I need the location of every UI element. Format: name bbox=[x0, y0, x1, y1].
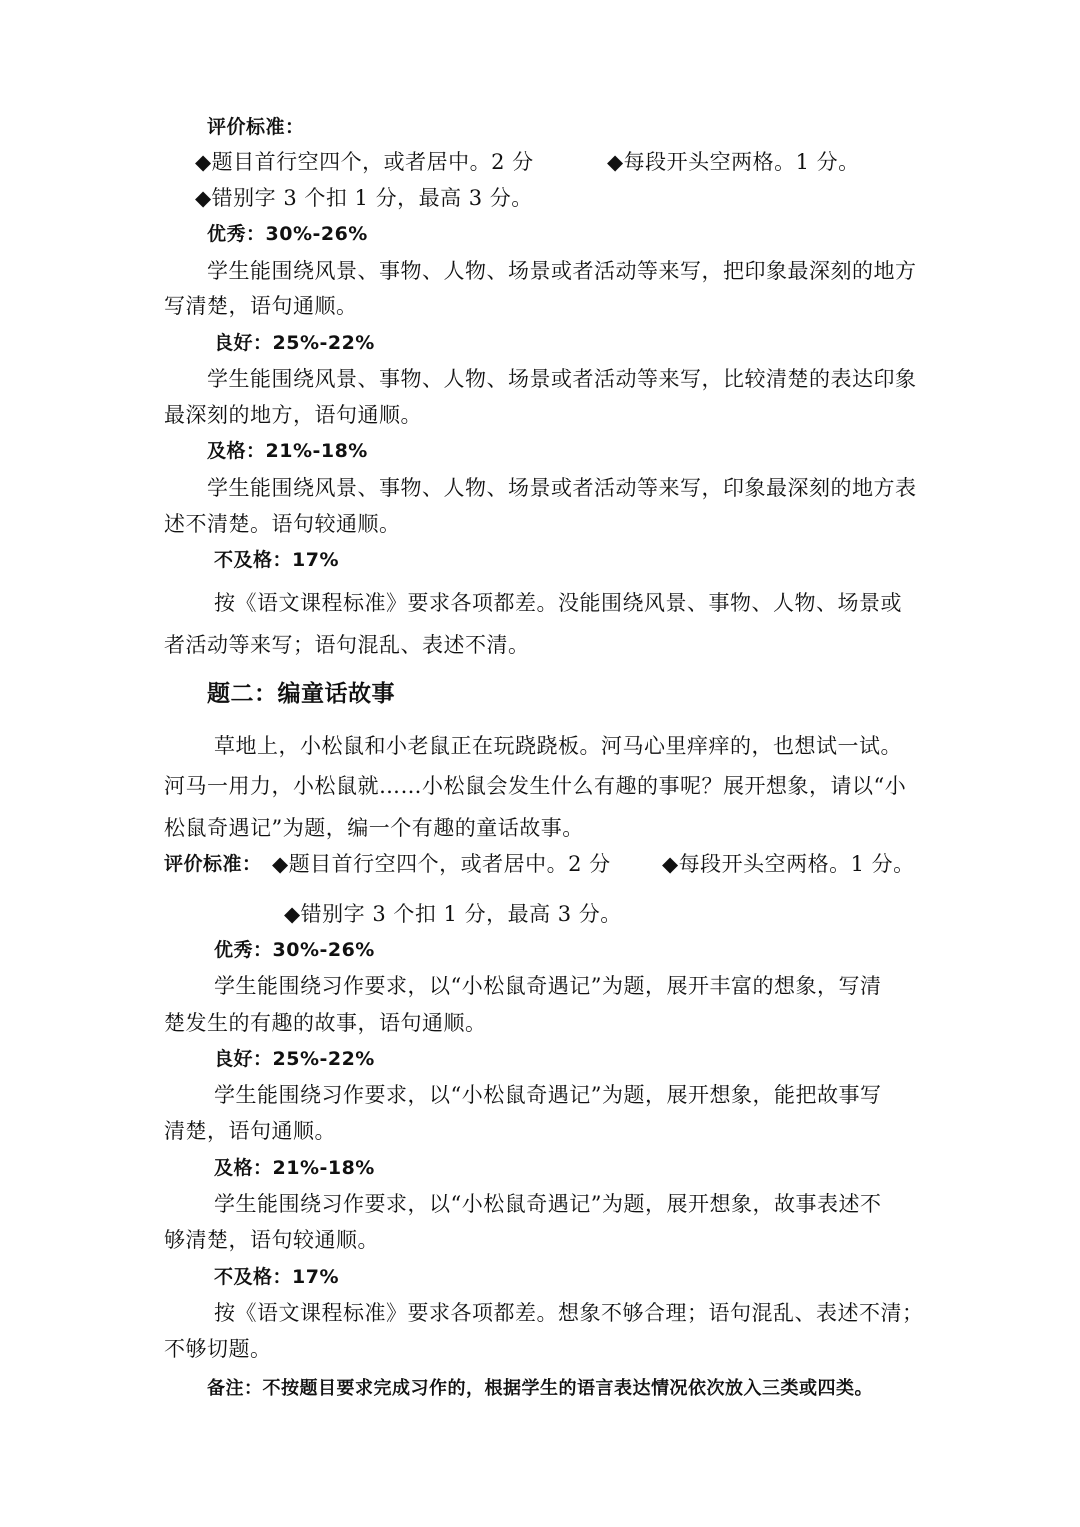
grade-pass-text: 述不清楚。语句较通顺。 bbox=[164, 512, 401, 536]
criteria-label: 评价标准： bbox=[207, 116, 305, 138]
rule-title-format: ◆题目首行空四个，或者居中。2 分 bbox=[195, 150, 534, 174]
grade-fail-text: 按《语文课程标准》要求各项都差。想象不够合理；语句混乱、表述不清； bbox=[214, 1301, 924, 1325]
rule-paragraph-indent: ◆每段开头空两格。1 分。 bbox=[662, 852, 915, 876]
criteria-label: 评价标准： bbox=[164, 853, 262, 875]
rule-title-format: ◆题目首行空四个，或者居中。2 分 bbox=[272, 852, 611, 876]
grade-good-label: 良好：25%-22% bbox=[214, 332, 375, 354]
grade-good-text: 清楚，语句通顺。 bbox=[164, 1119, 336, 1143]
grade-fail-text: 按《语文课程标准》要求各项都差。没能围绕风景、事物、人物、场景或 bbox=[214, 591, 902, 615]
grade-pass-label: 及格：21%-18% bbox=[207, 440, 368, 462]
rule-typos: ◆错别字 3 个扣 1 分，最高 3 分。 bbox=[195, 186, 533, 210]
grade-pass-text: 学生能围绕风景、事物、人物、场景或者活动等来写，印象最深刻的地方表 bbox=[207, 476, 917, 500]
grade-good-label: 良好：25%-22% bbox=[214, 1048, 375, 1070]
grade-excellent-label: 优秀：30%-26% bbox=[214, 939, 375, 961]
grade-fail-label: 不及格：17% bbox=[214, 549, 339, 571]
grade-good-text: 学生能围绕风景、事物、人物、场景或者活动等来写，比较清楚的表达印象 bbox=[207, 367, 917, 391]
prompt-text: 河马一用力，小松鼠就……小松鼠会发生什么有趣的事呢？展开想象，请以“小 bbox=[164, 774, 907, 798]
rule-typos: ◆错别字 3 个扣 1 分，最高 3 分。 bbox=[284, 902, 622, 926]
grade-excellent-text: 学生能围绕风景、事物、人物、场景或者活动等来写，把印象最深刻的地方 bbox=[207, 259, 917, 283]
grade-fail-label: 不及格：17% bbox=[214, 1266, 339, 1288]
grade-excellent-text: 写清楚，语句通顺。 bbox=[164, 294, 358, 318]
grade-excellent-label: 优秀：30%-26% bbox=[207, 223, 368, 245]
grade-fail-text: 者活动等来写；语句混乱、表述不清。 bbox=[164, 633, 530, 657]
prompt-text: 草地上，小松鼠和小老鼠正在玩跷跷板。河马心里痒痒的，也想试一试。 bbox=[214, 734, 902, 758]
grade-good-text: 学生能围绕习作要求，以“小松鼠奇遇记”为题，展开想象，能把故事写 bbox=[214, 1083, 882, 1107]
rule-paragraph-indent: ◆每段开头空两格。1 分。 bbox=[607, 150, 860, 174]
grade-good-text: 最深刻的地方，语句通顺。 bbox=[164, 403, 422, 427]
grade-pass-label: 及格：21%-18% bbox=[214, 1157, 375, 1179]
footnote: 备注：不按题目要求完成习作的，根据学生的语言表达情况依次放入三类或四类。 bbox=[207, 1378, 873, 1399]
grade-pass-text: 够清楚，语句较通顺。 bbox=[164, 1228, 379, 1252]
grade-fail-text: 不够切题。 bbox=[164, 1337, 272, 1361]
grade-excellent-text: 楚发生的有趣的故事，语句通顺。 bbox=[164, 1011, 487, 1035]
grade-pass-text: 学生能围绕习作要求，以“小松鼠奇遇记”为题，展开想象，故事表述不 bbox=[214, 1192, 882, 1216]
grade-excellent-text: 学生能围绕习作要求，以“小松鼠奇遇记”为题，展开丰富的想象，写清 bbox=[214, 974, 882, 998]
section-heading: 题二：编童话故事 bbox=[207, 680, 395, 707]
prompt-text: 松鼠奇遇记”为题，编一个有趣的童话故事。 bbox=[164, 816, 584, 840]
